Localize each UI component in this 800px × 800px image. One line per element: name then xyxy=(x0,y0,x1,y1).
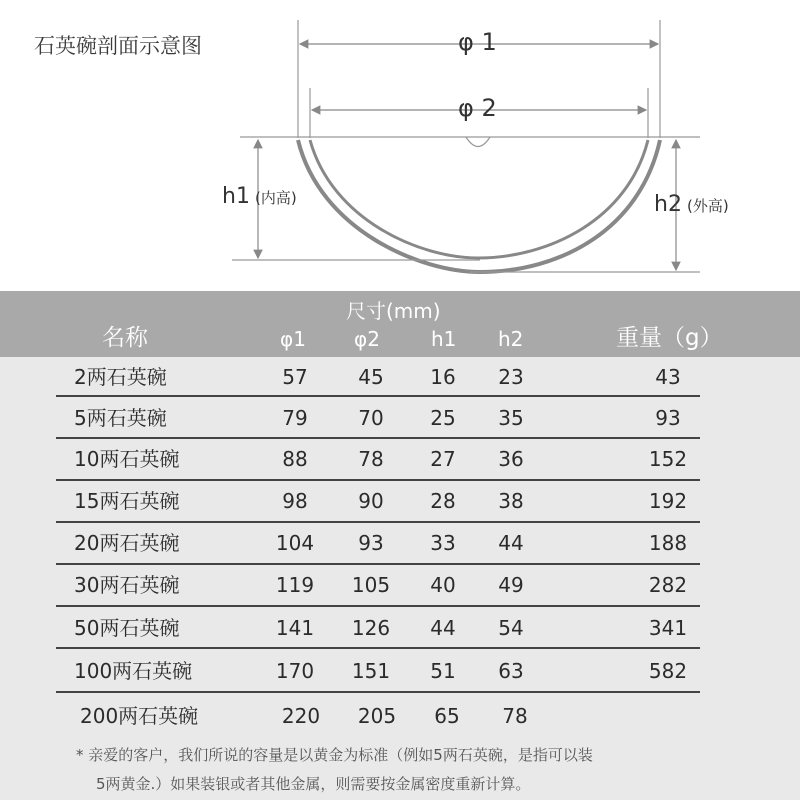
cell-h2: 78 xyxy=(502,704,528,728)
table-row xyxy=(0,397,700,439)
cell-phi1: 141 xyxy=(275,616,315,640)
cell-weight: 192 xyxy=(648,489,688,513)
cell-phi2: 105 xyxy=(351,573,391,597)
phi1-label: φ 1 xyxy=(458,28,497,56)
cell-phi1: 170 xyxy=(275,659,315,683)
cell-phi1: 220 xyxy=(281,704,321,728)
footnote xyxy=(76,741,716,799)
cell-phi2: 93 xyxy=(358,531,384,555)
cell-h2: 36 xyxy=(498,447,524,471)
cell-phi1: 104 xyxy=(275,531,315,555)
cell-name: 20两石英碗 xyxy=(74,531,180,555)
cell-weight: 282 xyxy=(648,573,688,597)
header-h1: h1 xyxy=(431,327,457,351)
h1-label-note: (内高) xyxy=(255,189,297,207)
header-phi2: φ2 xyxy=(354,327,380,351)
cell-phi2: 90 xyxy=(358,489,384,513)
table-row xyxy=(0,522,700,564)
cell-name: 10两石英碗 xyxy=(74,447,180,471)
cell-h1: 16 xyxy=(430,365,456,389)
cell-weight: 152 xyxy=(648,447,688,471)
cell-name: 50两石英碗 xyxy=(74,616,180,640)
diagram-title: 石英碗剖面示意图 xyxy=(34,34,202,58)
cell-h1: 40 xyxy=(430,573,456,597)
cell-h2: 23 xyxy=(498,365,524,389)
h2-label xyxy=(654,192,729,217)
row-divider xyxy=(56,605,700,607)
cell-weight: 93 xyxy=(655,406,681,430)
cell-h2: 49 xyxy=(498,573,524,597)
bowl-cross-section-diagram xyxy=(0,0,800,291)
cell-h1: 28 xyxy=(430,489,456,513)
cell-h2: 38 xyxy=(498,489,524,513)
header-phi1: φ1 xyxy=(280,327,306,351)
cell-phi2: 45 xyxy=(358,365,384,389)
table-row xyxy=(0,607,700,649)
row-divider xyxy=(56,437,700,439)
table-header xyxy=(0,291,800,357)
table-row xyxy=(0,480,700,522)
cell-phi1: 79 xyxy=(282,406,308,430)
table-row xyxy=(0,695,700,737)
cell-name: 100两石英碗 xyxy=(74,659,193,683)
table-row xyxy=(0,564,700,606)
row-divider xyxy=(56,691,700,693)
cell-phi2: 151 xyxy=(351,659,391,683)
cell-h1: 51 xyxy=(430,659,456,683)
row-divider xyxy=(56,563,700,565)
row-divider xyxy=(56,647,700,649)
cell-weight: 582 xyxy=(648,659,688,683)
cell-h2: 44 xyxy=(498,531,524,555)
header-weight: 重量（g） xyxy=(616,325,723,351)
row-divider xyxy=(56,479,700,481)
footnote-line-2: 5两黄金.）如果装银或者其他金属，则需要按金属密度重新计算。 xyxy=(96,775,531,793)
cell-phi2: 70 xyxy=(358,406,384,430)
cell-name: 5两石英碗 xyxy=(74,406,167,430)
cell-phi1: 98 xyxy=(282,489,308,513)
bowl-inner-wall xyxy=(310,140,648,258)
cell-phi2: 126 xyxy=(351,616,391,640)
cell-h2: 35 xyxy=(498,406,524,430)
cell-phi1: 57 xyxy=(282,365,308,389)
footnote-line-1: * 亲爱的客户，我们所说的容量是以黄金为标准（例如5两石英碗，是指可以装 xyxy=(76,746,593,764)
cell-name: 200两石英碗 xyxy=(80,704,199,728)
h1-label xyxy=(222,184,297,209)
cell-h1: 25 xyxy=(430,406,456,430)
row-divider xyxy=(56,521,700,523)
h2-label-main: h2 xyxy=(654,192,682,217)
table-row xyxy=(0,650,700,692)
cell-phi1: 88 xyxy=(282,447,308,471)
header-h2: h2 xyxy=(498,327,524,351)
rim-notch xyxy=(466,137,490,147)
cell-h1: 65 xyxy=(434,704,460,728)
cell-phi2: 205 xyxy=(357,704,397,728)
phi2-label: φ 2 xyxy=(458,94,497,122)
cell-weight: 43 xyxy=(655,365,681,389)
table-row xyxy=(0,438,700,480)
cell-h1: 27 xyxy=(430,447,456,471)
row-divider xyxy=(56,395,700,397)
h2-label-note: (外高) xyxy=(687,197,729,215)
header-size-group: 尺寸(mm) xyxy=(346,299,441,323)
cell-phi1: 119 xyxy=(275,573,315,597)
cell-h2: 54 xyxy=(498,616,524,640)
cell-name: 15两石英碗 xyxy=(74,489,180,513)
cell-h1: 44 xyxy=(430,616,456,640)
cell-name: 30两石英碗 xyxy=(74,573,180,597)
cell-weight: 341 xyxy=(648,616,688,640)
h1-label-main: h1 xyxy=(222,184,250,209)
header-name: 名称 xyxy=(102,325,148,351)
cell-h1: 33 xyxy=(430,531,456,555)
cell-weight: 188 xyxy=(648,531,688,555)
cell-h2: 63 xyxy=(498,659,524,683)
cell-name: 2两石英碗 xyxy=(74,365,167,389)
table-row xyxy=(0,356,700,398)
bowl-outer-wall xyxy=(298,140,660,272)
spec-table xyxy=(0,291,800,800)
cell-phi2: 78 xyxy=(358,447,384,471)
